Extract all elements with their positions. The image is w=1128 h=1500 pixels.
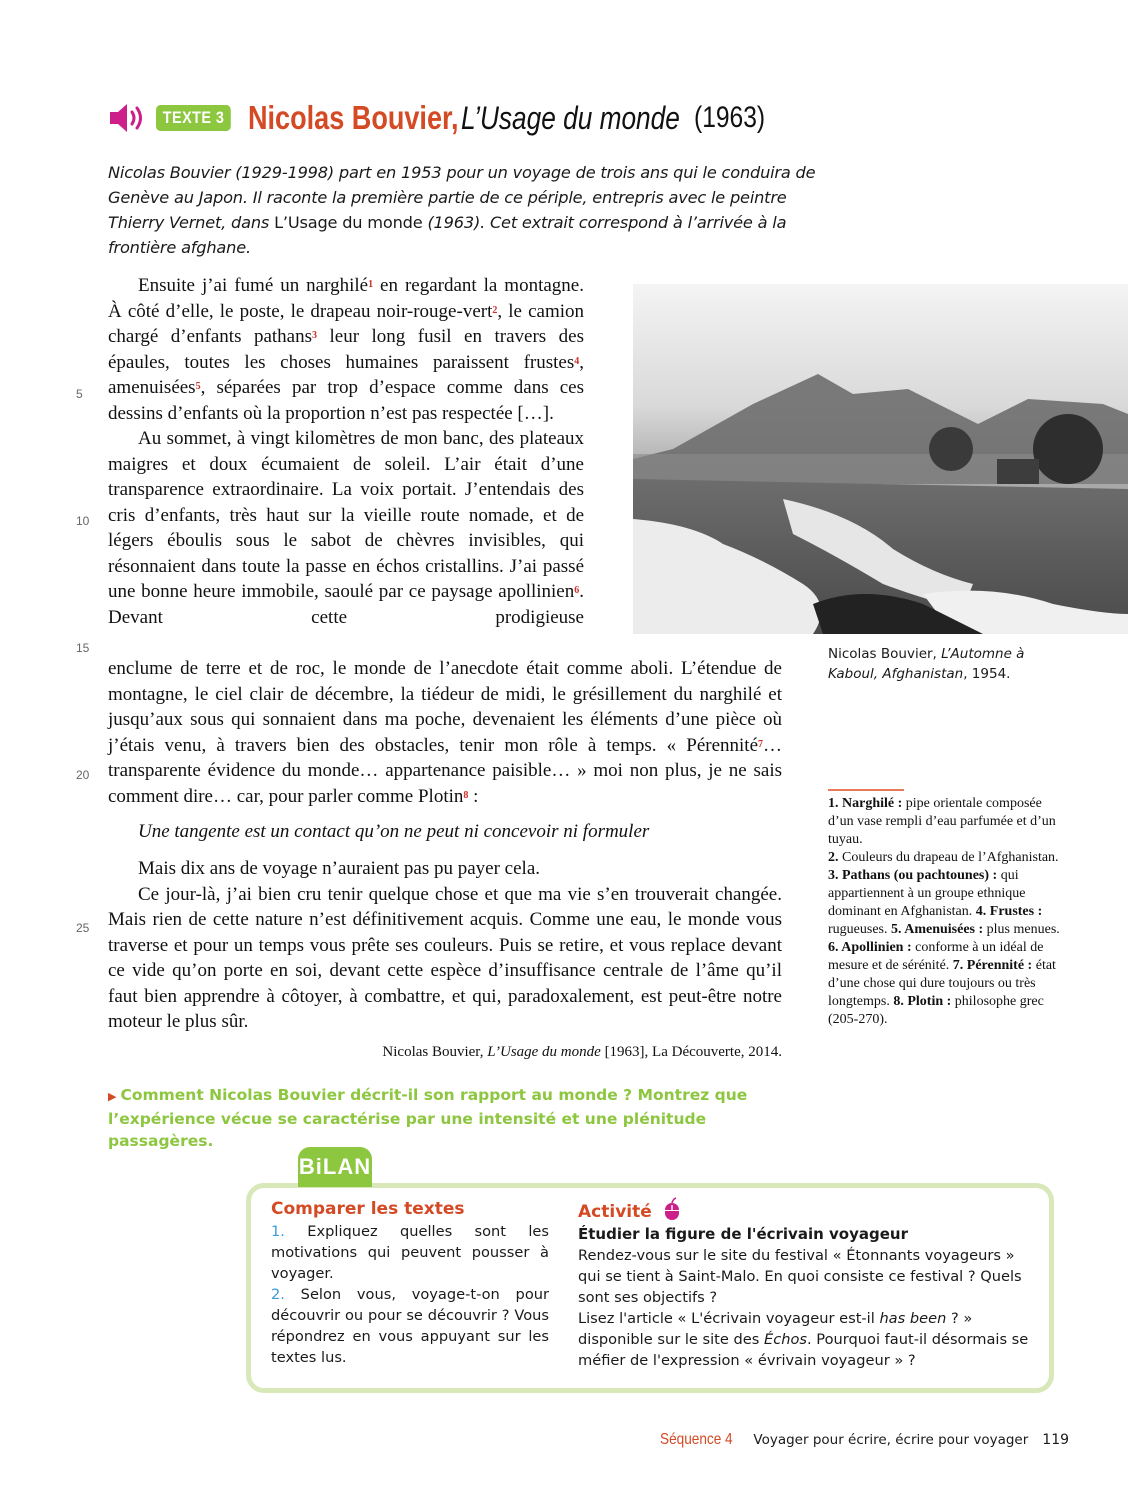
title-author: Nicolas Bouvier, [248,99,460,136]
triangle-bullet-icon: ▶ [108,1090,117,1103]
mouse-icon [664,1197,680,1221]
footnote-ref[interactable]: 5 [195,381,201,392]
paragraph-2-continued: enclume de terre et de roc, le monde de l’anecdote était comme aboli. L’étendue de montagne, le ciel clair de décembre, la tiédeur de midi, le grésillement du narghilé et jusqu’aux sous qui sonnaient dans ma poche, devenaient les éléments d’une pièce où j’étais venu, à travers bien des obstacles, tenir mon rôle à temps. « Pérennité$^7$… transparente évidence du monde… appartenance paisible… » moi non plus, je ne sais comment dire… car, pour parler comme Plotin$^8$ : [108,658,782,807]
footnotes-divider [828,789,904,791]
activity-heading: Activité [578,1202,652,1222]
line-number: 25 [76,921,90,935]
compare-heading: Comparer les textes [271,1199,465,1219]
paragraph-4: Ce jour-là, j’ai bien cru tenir quelque chose et que ma vie s’en trouverait changée. Mais rien de cette nature n’est définitivement acquis. Comme une eau, le monde vous traverse et pour un temps vous prête ses couleurs. Puis se retire, et vous replace devant ce vide qu’on porte en soi, devant cette espèce d’insuffisance centrale de l’âme qu’il faut bien apprendre à côtoyer, à combattre, et qui, paradoxalement, est peut-être notre moteur le plus sûr. [108,883,782,1032]
speaker-icon[interactable] [108,101,148,135]
paragraph-2: Au sommet, à vingt kilomètres de mon banc, des plateaux maigres et doux écumaient de soleil. L’air était d’une transparence extraordinaire. La voix portait. J’entendais des cris d’enfants, très haut sur la vieille route nomade, et de légers éboulis sous le sabot de chèvres invisibles, qui résonnaient dans toute la passe en échos cristallins. J’ai passé une bonne heure immobile, saoulé par ce paysage apollinien$^6$. Devant cette prodigieuse [108,428,584,628]
line-number: 15 [76,641,90,655]
bilan-tab: BiLAN [298,1147,372,1187]
footnote-ref[interactable]: 4 [574,355,580,367]
footnote-ref[interactable]: 1 [368,279,374,290]
sequence-label: Séquence 4 [660,1431,733,1448]
compare-item-1: 1. Expliquez quelles sont les motivations qui peuvent pousser à voyager. [271,1223,549,1282]
title-work: L’Usage du monde [461,99,681,136]
page-footer [660,1431,1069,1449]
line-number: 20 [76,768,90,782]
footnote-ref[interactable]: 6 [574,585,580,596]
landscape-photo-illustration [633,284,1128,634]
compare-item-2: 2. Selon vous, voyage-t-on pour découvrir ou pour se découvrir ? Vous répondrez en vous appuyant sur les textes lus. [271,1286,549,1366]
title-year: (1963) [694,101,766,134]
activity-section [578,1197,1038,1371]
photo-caption: Nicolas Bouvier, L’Automne à Kaboul, Afghanistan, 1954. [828,646,1025,682]
paragraph-1: Ensuite j’ai fumé un narghilé$^1$ en regardant la montagne. À côté d’elle, le poste, le drapeau noir-rouge-vert$^2$, le camion chargé d’enfants pathans$^3$ leur long fusil en travers des épaules, toutes les choses humaines paraissent frustes$^4$, amenuisées$^5$, séparées par trop d’espace comme dans ces dessins d’enfants où la proportion n’est pas respectée […]. [108,275,585,424]
footnote-ref[interactable]: 8 [463,789,469,801]
activity-subheading: Étudier la figure de l'écrivain voyageur [578,1225,908,1243]
page-header [108,96,781,140]
sequence-title: Voyager pour écrire, écrire pour voyager [753,1432,1029,1448]
compare-texts-section [271,1197,549,1368]
footnote-ref[interactable]: 7 [758,738,763,750]
excerpt-column-wide [108,656,782,809]
activity-paragraph-1: Rendez-vous sur le site du festival « Étonnants voyageurs » qui se tient à Saint-Malo. En quoi consiste ce festival ? Quels sont ses objectifs ? [578,1247,1022,1306]
footnote-ref[interactable]: 3 [312,330,317,341]
footnotes: 1. Narghilé : pipe orientale composée d’un vase rempli d’eau parfumée et d’un tuyau. 2. Couleurs du drapeau de l’Afghanistan. 3. Pathans (ou pachtounes) : qui appartiennent à un groupe ethnique dominant en Afghanistan. 4. Frustes : rugueuses. 5. Amenuisées : plus menues. 6. Apollinien : conforme à un idéal de mesure et de sérénité. 7. Pérennité : état d’une chose qui dure toujours ou très longtemps. 8. Plotin : philosophe grec (205-270). [828,796,1060,1027]
source-citation: Nicolas Bouvier, L’Usage du monde [1963], La Découverte, 2014. [382,1044,782,1060]
intro-paragraph: Nicolas Bouvier (1929-1998) part en 1953 pour un voyage de trois ans qui le conduira de Genève au Japon. Il raconte la première partie de ce périple, entrepris avec le peintre Thierry Vernet, dans L’Usage du monde (1963). Cet extrait correspond à l’arrivée à la frontière afghane. [108,163,816,257]
excerpt-ending [108,856,782,1035]
activity-paragraph-2: Lisez l'article « L'écrivain voyageur est-il has been ? » disponible sur le site des Échos. Pourquoi faut-il désormais se méfier de l'expression « évrivain voyageur » ? [578,1310,1029,1369]
page-number: 119 [1042,1432,1070,1448]
footnote-ref[interactable]: 2 [492,304,498,316]
photo-kaboul-landscape [633,284,1128,634]
line-number: 5 [76,387,83,401]
plotin-quote: Une tangente est un contact qu’on ne peut ni concevoir ni formuler [138,821,650,842]
text-number-badge: TEXTE 3 [156,105,231,131]
excerpt-column-narrow [108,273,584,630]
comprehension-question: ▶ Comment Nicolas Bouvier décrit-il son rapport au monde ? Montrez que l’expérience vécue se caractérise par une intensité et une plénitude passagères. [108,1086,748,1150]
paragraph-3: Mais dix ans de voyage n’auraient pas pu payer cela. [138,858,541,879]
intro-work-title: L’Usage du monde [274,213,423,232]
line-number: 10 [76,514,90,528]
